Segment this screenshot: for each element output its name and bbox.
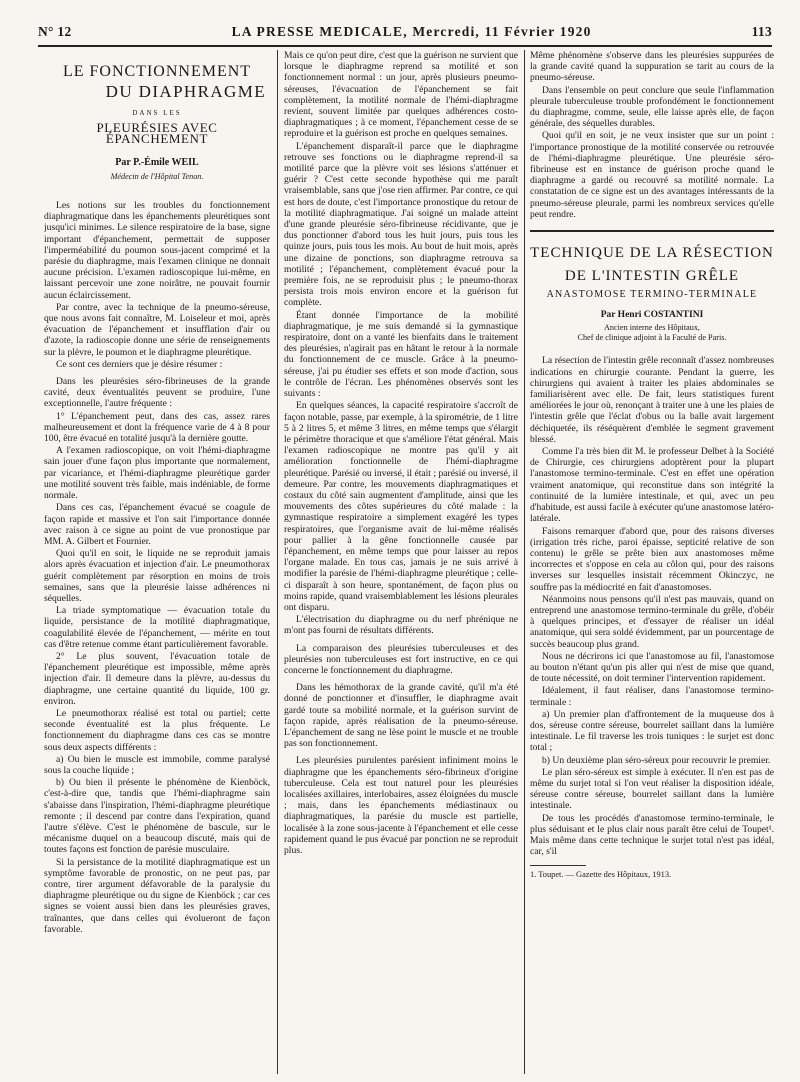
paragraph: Faisons remarquer d'abord que, pour des raisons diverses (irrigation très riche, paroi épaisse, septicité relative de son contenu) le grêle se prête bien aux anastomoses même incorrectes et s'oppose en cela au côlon qui, pour des raisons inverses sur lesquelles insistait récemment Okinczyc, ne souffre pas la médiocrité en fait d'anastomoses. (530, 525, 774, 593)
column-1 (44, 50, 270, 1074)
article2-heading (530, 244, 774, 343)
article2-subtitle: ANASTOMOSE TERMINO-TERMINALE (546, 289, 758, 301)
article1-author: Par P.-Émile WEIL (115, 156, 199, 168)
paragraph: Les notions sur les troubles du fonctionnement diaphragmatique dans les épanchements pleurétiques sont jusqu'ici minimes. Le silence respiratoire de la base, signe important d'épanchement, permettait de supposer l'imperméabilité du poumon sous-jacent comprimé et la parésie du diaphragme, mais l'examen clinique ne donnait aucune précision. L'examen radioscopique lui-même, en laissant percevoir une zone noirâtre, ne pouvait fournir aucun éclaircissement. (44, 200, 270, 301)
paragraph: Quoi qu'il en soit, le liquide ne se reproduit jamais alors après évacuation et injection d'air. Le pneumothorax guérit complètement par résorption en moins de trois semaines, sans que la pleurésie laisse adhérences ni séquelles. (44, 548, 270, 604)
footnote: 1. Toupet. — Gazette des Hôpitaux, 1913. (530, 870, 672, 880)
article2-body (530, 355, 774, 857)
article1-body-col1 (44, 200, 270, 935)
paragraph: Comme l'a très bien dit M. le professeur Delbet à la Société de Chirurgie, ces chirurgiens adoptèrent pour la plupart l'anastomose termino-terminale. C'est en effet une opération vraiment anatomique, qui reconstitue dans son intégrité la continuité de la lumière intestinale, et qui, avec un peu d'habitude, est aussi facile à exécuter qu'une anastomose latéro-latérale. (530, 446, 774, 525)
column-3 (530, 50, 774, 1074)
paragraph: A l'examen radioscopique, on voit l'hémi-diaphragme sain jouer d'une façon plus importante que normalement, par vicariance, et l'hémi-diaphragme pleurétique garder une motilité souvent très faible, mais indéniable, de forme normale. (44, 445, 270, 502)
paragraph: Les pleurésies purulentes parésient infiniment moins le diaphragme que les épanchements séro-fibrineux d'origine tuberculeuse. Cela est tout naturel pour les pleurésies localisées axillaires, interlobaires, assez éloignées du muscle ; mais, dans les épanchements médiastinaux ou diaphragmatiques, la parésie du muscle est partielle, localisée à la zone sous-jacente à l'épanchement et elle cesse rapidement quand le pus évacué par ponction ne se reproduit plus. (284, 755, 518, 857)
paragraph: a) Un premier plan d'affrontement de la muqueuse dos à dos, séreuse contre séreuse, bourrelet saillant dans la lumière intestinale. Le fil traverse les trois tuniques : le surjet est donc total ; (530, 708, 774, 754)
paragraph: 1° L'épanchement peut, dans des cas, assez rares malheureusement et dont la fréquence varie de 4 à 8 pour 100, être évacué en totalité jusqu'à la dernière goutte. (44, 410, 270, 445)
paragraph: b) Ou bien il présente le phénomène de Kienböck, c'est-à-dire que, tandis que l'hémi-diaphragme sain s'abaisse dans l'inspiration, l'hémi-diaphragme pleurétique remonte ; il descend par contre dans l'expiration, quand l'autre s'élève. C'est le phénomène de bascule, sur le mécanisme duquel on a beaucoup discuté, mais qui de toutes façons est fonction de parésie musculaire. (44, 777, 270, 856)
paragraph: Dans l'ensemble on peut conclure que seule l'inflammation pleurale tuberculeuse trouble profondément le fonctionnement du diaphragme, comme, seule, elle laisse après elle, de façon générale, des séquelles durables. (530, 84, 774, 130)
article2-author: Par Henri COSTANTINI (600, 310, 704, 321)
column-divider (524, 50, 525, 1074)
paragraph: Ce sont ces derniers que je désire résumer : (56, 358, 223, 370)
paragraph: L'épanchement disparaît-il parce que le diaphragme retrouve ses fonctions ou le diaphragme reprend-il sa motilité parce que la plèvre voit ses lésions s'atténuer et guérir ? C'est cette seconde hypothèse qui me paraît vraisemblable, sans que j'ose rien affirmer. Par contre, ce qui est hors de doute, c'est l'importance pronostique du retour de la motilité diaphragmatique. J'ai soigné un malade atteint d'une grande pleurésie séro-fibrineuse récidivante, que je dus ponctionner d'abord tous les huit jours, puis tous les quinze jours, puis tous les mois. Au bout de huit mois, après une dizaine de ponctions, son diaphragme retrouva sa motilité ; l'épanchement, complètement évacué pour la première fois, ne se reproduisit plus ; le pneumo-thorax persista trois mois environ encore et la guérison fut complète. (284, 140, 518, 309)
paragraph: La triade symptomatique — évacuation totale du liquide, persistance de la motilité diaphragmatique, coagulabilité élevée de l'épanchement, — mérite en tout cas d'être retenue comme étant particulièrement favorable. (44, 605, 270, 650)
paragraph: L'électrisation du diaphragme ou du nerf phrénique ne m'ont pas fourni de résultats différents. (284, 614, 518, 637)
paragraph: a) Ou bien le muscle est immobile, comme paralysé sous la couche liquide ; (44, 753, 270, 776)
running-head (38, 24, 772, 44)
paragraph: Par contre, avec la technique de la pneumo-séreuse, que nous avons fait connaître, M. Loiseleur et moi, après évacuation de l'épanchement et insufflation d'air ou d'azote, la radioscopie donne une série de renseignements sur la plèvre, le poumon et le diaphragme pleurétique. (44, 301, 270, 358)
column-2 (284, 50, 518, 1074)
paragraph: Si la persistance de la motilité diaphragmatique est un symptôme favorable de pronostic, on ne peut pas, par contre, tirer argument défavorable de la paralysie du diaphragme pleurétique ou du signe de Kienböck ; car ces signes se voient aussi bien dans les pleurésies graves, traînantes, que dans celles qui évolueront de façon favorable. (44, 856, 270, 935)
article2-author-note: Chef de clinique adjoint à la Faculté de Paris. (577, 333, 727, 343)
article2-title-line1: TECHNIQUE DE LA RÉSECTION (530, 245, 774, 262)
article1-heading (44, 62, 270, 182)
section-rule (530, 230, 774, 232)
page-number: 113 (751, 24, 772, 39)
paragraph: Mais ce qu'on peut dire, c'est que la guérison ne survient que lorsque le diaphragme reprend sa motilité et son fonctionnement normal : un jour, après plusieurs pneumo-séreuses, l'évacuation de l'épanchement se fait complètement, la motilité normale de l'hémi-diaphragme revient, souvent limitée par quelques adhérences costo-diaphragmatiques ; à ce moment, l'épanchement cesse de se reproduire et la guérison est proche en quelques semaines. (284, 50, 518, 140)
paragraph: Idéalement, il faut réaliser, dans l'anastomose termino-terminale : (530, 685, 774, 708)
paragraph: Nous ne décrirons ici que l'anastomose au fil, l'anastomose au bouton n'étant qu'un pis aller qui n'est de mise que quand, de toute nécessité, on doit terminer l'intervention rapidement. (530, 650, 774, 685)
paragraph: Étant donnée l'importance de la mobilité diaphragmatique, je me suis demandé si la gymnastique respiratoire, dont on a vanté les bienfaits dans le traitement des pleurésies, n'agirait pas en hâtant le retour à la normale du fonctionnement de ce muscle. Grâce à la pneumo-séreuse, j'ai pu étudier ses effets et son mode d'action, sous le contrôle de l'écran. Les phénomènes observés sont les suivants : (284, 309, 518, 400)
paragraph: La comparaison des pleurésies tuberculeuses et des pleurésies non tuberculeuses est fort instructive, en ce qui concerne le fonctionnement du diaphragme. (284, 642, 518, 676)
paragraph: Dans les hémothorax de la grande cavité, qu'il m'a été donné de ponctionner et d'insuffler, le diaphragme avait gardé toute sa mobilité normale, et la guérison survint de façon rapide, après réalisation de la pneumo-séreuse. L'épanchement de sang ne lèse point le muscle et ne trouble pas son fonctionnement. (284, 682, 518, 750)
article1-subtitle: PLEURÉSIES AVEC ÉPANCHEMENT (96, 120, 218, 147)
article2-author-note: Ancien interne des Hôpitaux, (604, 323, 700, 333)
issue-number: N° 12 (38, 24, 72, 39)
article1-connector: DANS LES (132, 109, 182, 117)
paragraph: Le plan séro-séreux est simple à exécuter. Il n'en est pas de même du surjet total si l'on veut réaliser la disposition idéale, séreuse contre séreuse, bourrelet saillant dans la lumière intestinale. (530, 766, 774, 812)
header-rule (38, 45, 772, 47)
footnote-rule (530, 865, 586, 866)
journal-title: LA PRESSE MEDICALE, Mercredi, 11 Février 1920 (231, 24, 592, 39)
paragraph: Néanmoins nous pensons qu'il n'est pas mauvais, quand on entreprend une anastomose termino-terminale du grêle, d'obéir à quelques principes, et d'essayer de réaliser un idéal anatomique, qui sera soldé évidemment, par un pourcentage de succès beaucoup plus grand. (530, 593, 774, 650)
article1-author-note: Médecin de l'Hôpital Tenon. (110, 171, 204, 181)
paragraph: b) Un deuxième plan séro-séreux pour recouvrir le premier. (542, 754, 771, 766)
paragraph: De tous les procédés d'anastomose termino-terminale, le plus séduisant et le plus clair nous paraît être celui de Toupet¹. Mais même dans cette technique le surjet total n'est pas idéal, car, s'il (530, 812, 774, 858)
paragraph: 2° Le plus souvent, l'évacuation totale de l'épanchement pleurétique est impossible, même après injection d'air. Il demeure dans la plèvre, au-dessus du diaphragme, une certaine quantité du liquide, 100 gr. environ. (44, 650, 270, 707)
paragraph: En quelques séances, la capacité respiratoire s'accroît de façon notable, passe, par exemple, à la spirométrie, de 1 litre 5 à 2 litres 5, et même 3 litres, en même temps que s'élargit le périmètre thoracique et que s'améliore l'état général. Mais l'examen radioscopique ne montre pas qu'il y ait amélioration fonctionnelle de l'hémi-diaphragme pleurétique. Parésié ou inversé, il était ; parésié ou inversé, il demeure. Par contre, les mouvements diaphragmatiques et costaux du côté sain augmentent d'amplitude, ainsi que les mouvements des côtes supérieures du côté malade : la gymnastique respiratoire a simplement exagéré les types respiratoires, que l'organisme avait de lui-même réalisés pour pallier à la gêne fonctionnelle causée par l'épanchement, en même temps que pour laisser au repos l'organe malade. En tous cas, jamais je ne suis arrivé à modifier la parésie de l'hémi-diaphragme pleurétique ; celle-ci disparaît à son heure, spontanément, de façon plus ou moins rapide, quand vraisemblablement les lésions pleurales ont disparu. (284, 400, 518, 613)
article1-title-line2: DU DIAPHRAGME (105, 82, 266, 101)
paragraph: La résection de l'intestin grêle reconnaît d'assez nombreuses indications en chirurgie courante. Pendant la guerre, les chirurgiens qui avaient à traiter les plaies abdominales se familiarisèrent avec elle. De fait, leurs statistiques furent améliorées le jour où, renonçant à traiter une à une les plaies de l'intestin grêle que l'éclat d'obus ou la balle avait largement déchiquetée, ils réséquèrent d'emblée le segment gravement blessé. (530, 355, 774, 445)
paragraph: Dans ces cas, l'épanchement évacué se coagule de façon rapide et massive et l'on sait l'importance donnée avec raison à ce signe au point de vue pronostique par MM. A. Gilbert et Fournier. (44, 502, 270, 547)
paragraph: Même phénomène s'observe dans les pleurésies suppurées de la grande cavité quand la suppuration se tarit au cours de la pneumo-séreuse. (530, 50, 774, 84)
article1-title-line1: LE FONCTIONNEMENT (62, 63, 252, 80)
paragraph: Quoi qu'il en soit, je ne veux insister que sur un point : l'importance pronostique de la motilité conservée ou retrouvée de l'hémi-diaphragme pleurétique. Une pleurésie séro-fibrineuse est en instance de guérison proche quand le diaphragme a gardé ou recouvré sa motilité normale. La constatation de ce signe est un des avantages intéressants de la pneumo-séreuse pleurale, parmi les nombreux services qu'elle peut rendre. (530, 130, 774, 220)
article2-title-line2: DE L'INTESTIN GRÊLE (564, 268, 740, 285)
paragraph: Dans les pleurésies séro-fibrineuses de la grande cavité, deux éventualités peuvent se produire, l'une exceptionnelle, l'autre fréquente : (44, 376, 270, 410)
column-divider (277, 50, 278, 1074)
paragraph: Le pneumothorax réalisé est total ou partiel; cette seconde éventualité est la plus fréquente. Le fonctionnement du diaphragme dans ces cas se montre sous deux aspects différents : (44, 707, 270, 753)
